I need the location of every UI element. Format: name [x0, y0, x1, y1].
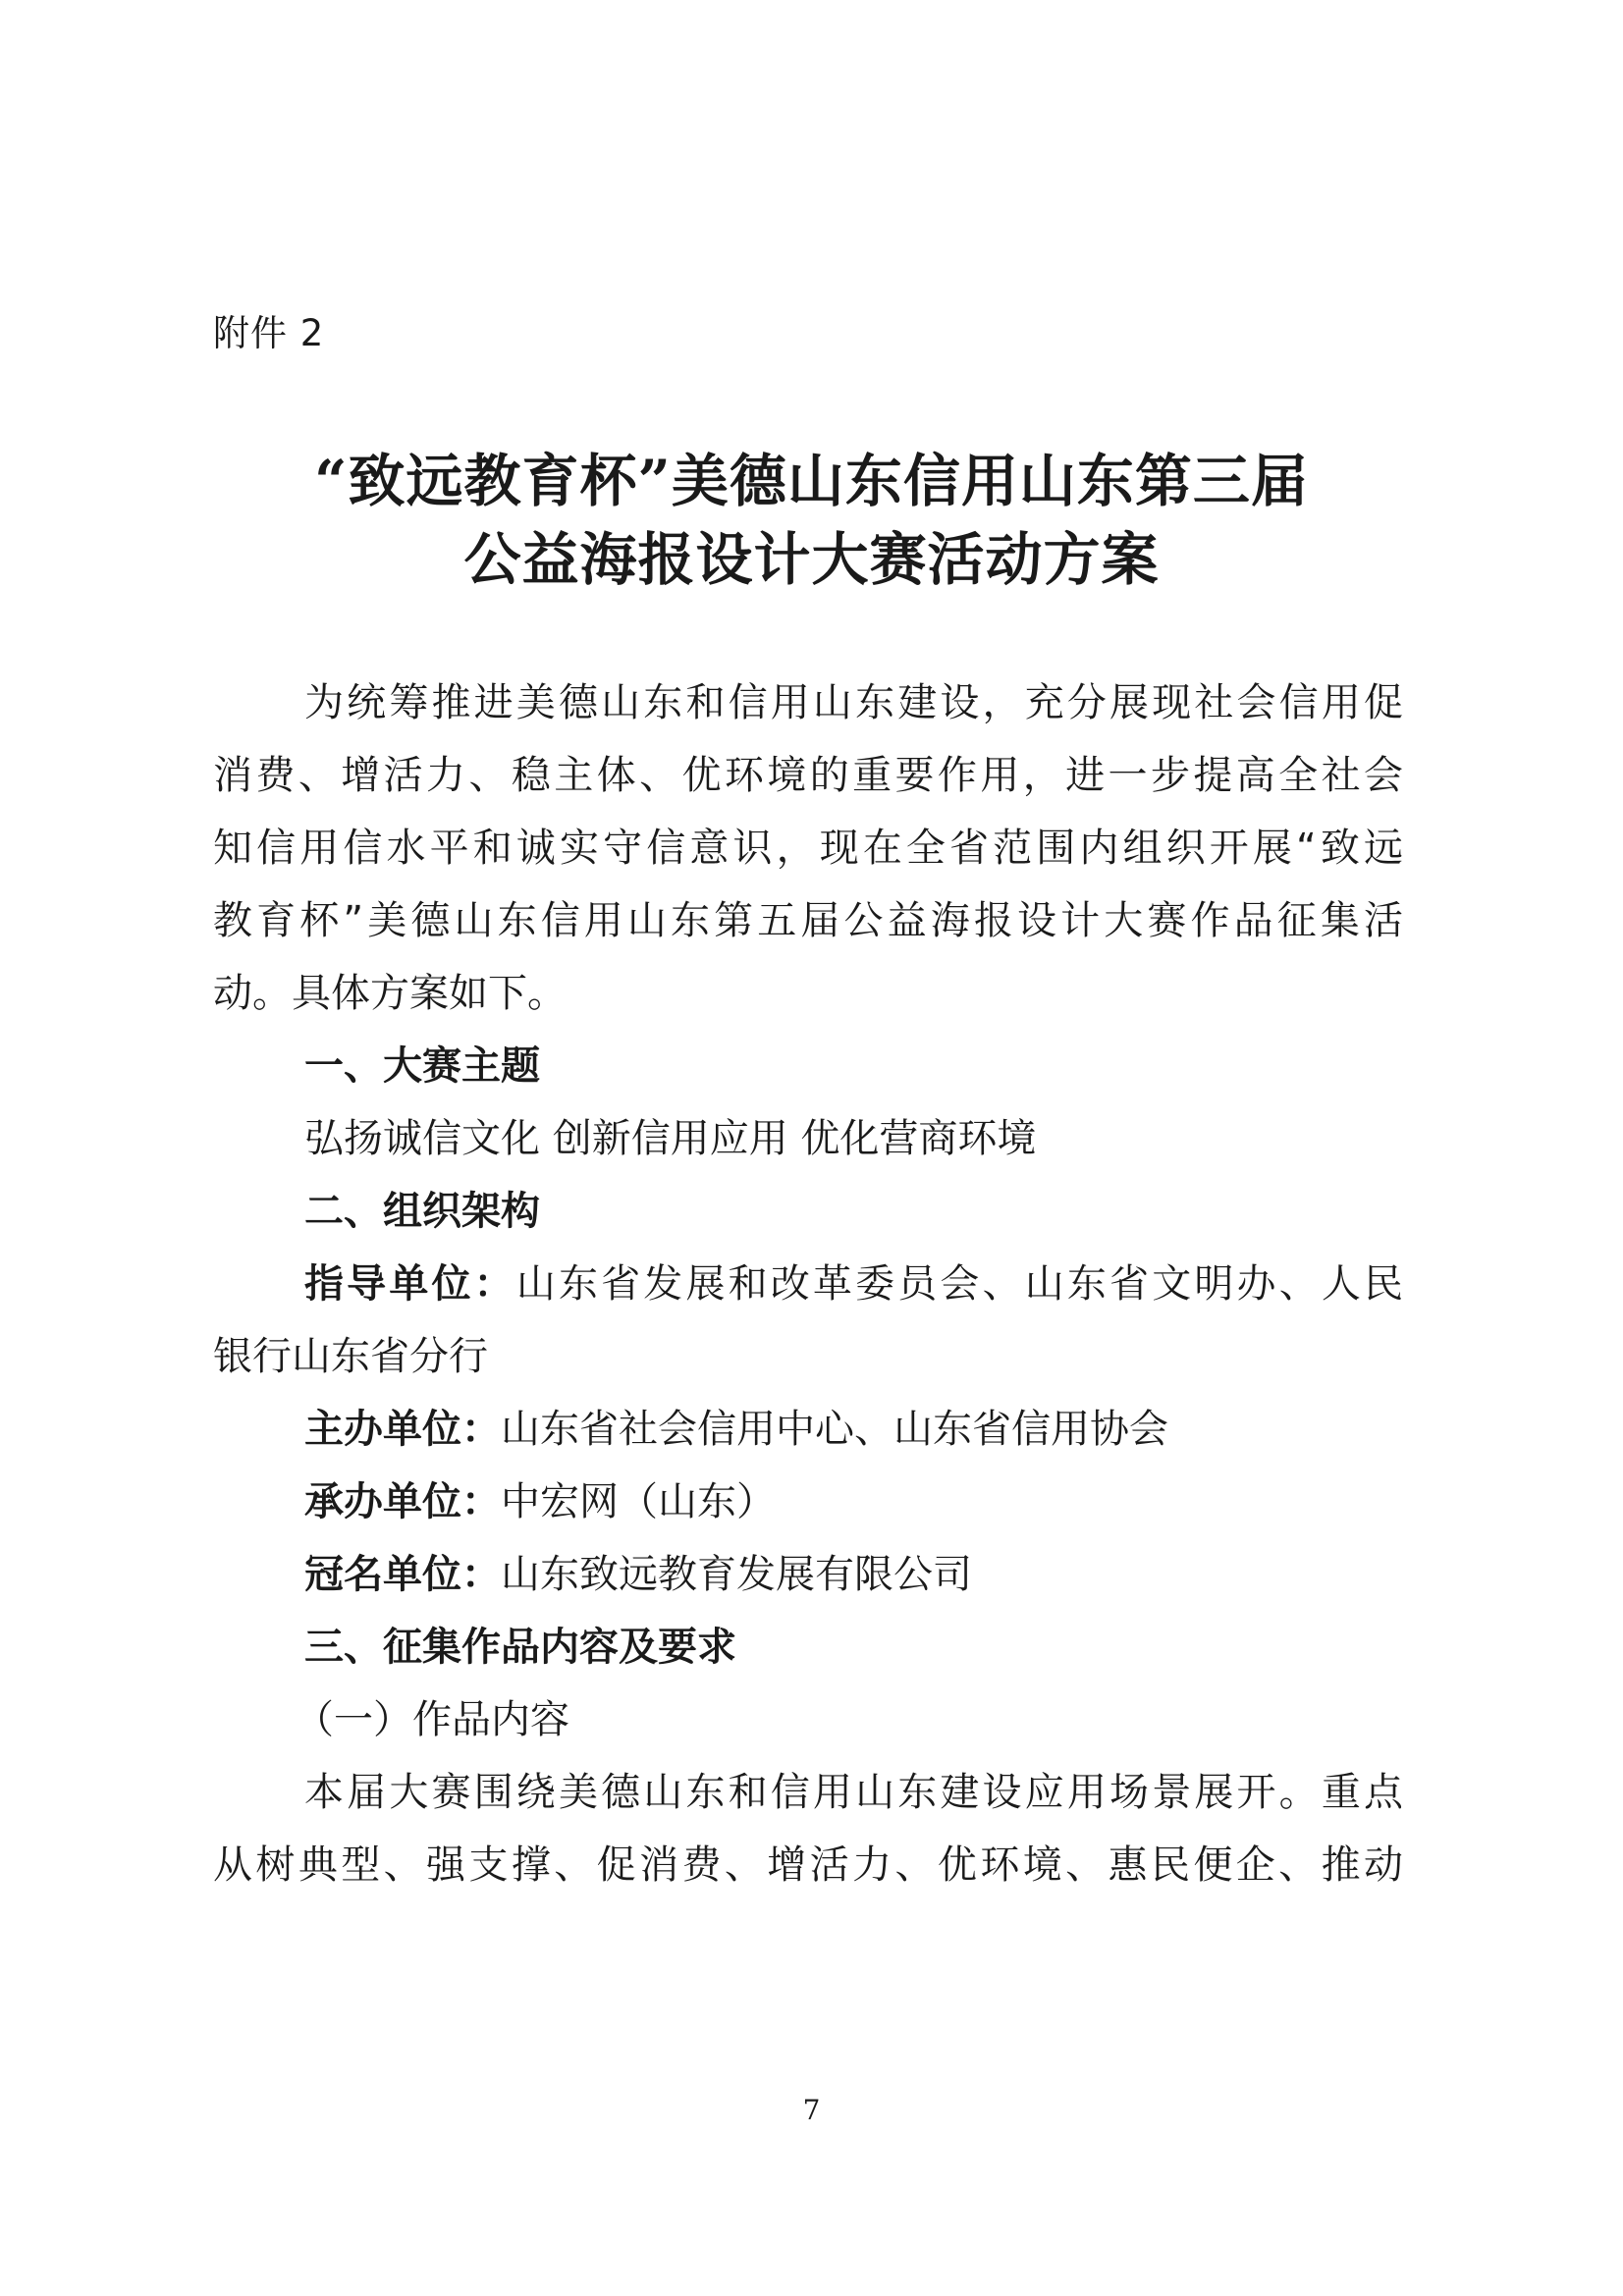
organizer-unit-line	[304, 1472, 776, 1531]
subsection-1-heading: （一）作品内容	[295, 1697, 569, 1742]
sponsor-unit-label: 冠名单位：	[304, 1552, 501, 1597]
section-2-heading: 二、组织架构	[304, 1189, 540, 1234]
content-line-1: 本届大赛围绕美德山东和信用山东建设应用场景展开。重点	[304, 1770, 1403, 1815]
page-number: 7	[802, 2094, 821, 2126]
section-1-heading: 一、大赛主题	[304, 1043, 540, 1089]
intro-line-2: 消费、增活力、稳主体、优环境的重要作用，进一步提高全社会	[213, 753, 1403, 798]
competition-theme: 弘扬诚信文化 创新信用应用 优化营商环境	[304, 1116, 1037, 1161]
organizer-unit-label: 承办单位：	[304, 1479, 501, 1524]
intro-line-5: 动。具体方案如下。	[213, 971, 567, 1016]
sponsor-unit-line	[304, 1545, 972, 1604]
host-unit-label: 主办单位：	[304, 1407, 501, 1452]
document-title-line-2: 公益海报设计大赛活动方案	[463, 526, 1160, 593]
host-unit-value: 山东省社会信用中心、山东省信用协会	[501, 1407, 1168, 1452]
attachment-label: 附件 2	[213, 312, 325, 354]
document-title-line-1: “致远教育杯”美德山东信用山东第三届	[314, 448, 1309, 514]
guide-unit-label: 指导单位：	[304, 1261, 516, 1307]
intro-line-3: 知信用信水平和诚实守信意识，现在全省范围内组织开展“致远	[213, 826, 1403, 871]
host-unit-line	[304, 1400, 1168, 1459]
intro-line-1: 为统筹推进美德山东和信用山东建设，充分展现社会信用促	[304, 680, 1403, 725]
sponsor-unit-value: 山东致远教育发展有限公司	[501, 1552, 972, 1597]
guide-unit-line-1	[304, 1255, 1403, 1313]
organizer-unit-value: 中宏网（山东）	[501, 1479, 776, 1524]
content-line-2: 从树典型、强支撑、促消费、增活力、优环境、惠民便企、推动	[213, 1842, 1403, 1888]
intro-line-4: 教育杯”美德山东信用山东第五届公益海报设计大赛作品征集活	[213, 898, 1403, 943]
guide-unit-value: 山东省发展和改革委员会、山东省文明办、人民	[515, 1261, 1404, 1307]
guide-unit-line-2: 银行山东省分行	[213, 1334, 488, 1379]
section-3-heading: 三、征集作品内容及要求	[304, 1625, 736, 1670]
